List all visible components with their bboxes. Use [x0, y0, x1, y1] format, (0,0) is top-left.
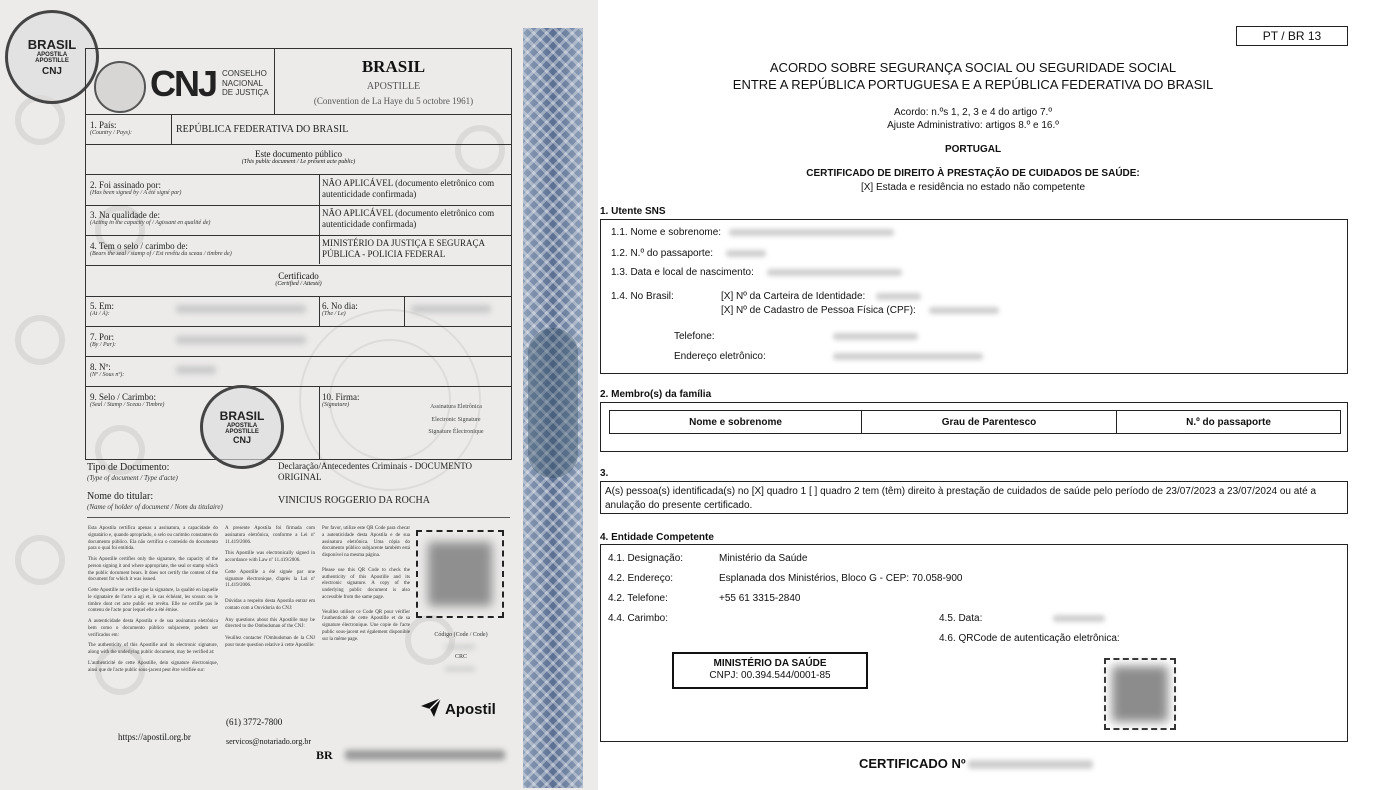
cnj-stamp-logo: CNJ	[232, 435, 251, 445]
identidade-label: [X] Nº da Carteira de Identidade:	[721, 291, 866, 302]
cnj-stamp-logo: CNJ	[41, 66, 62, 77]
apostille-site-link[interactable]: https://apostil.org.br	[118, 732, 191, 742]
telefone-value-redacted	[833, 333, 918, 340]
selo-value: MINISTÉRIO DA JUSTIÇA E SEGURAÇA PÚBLICA - POLICIA FEDERAL	[322, 238, 485, 259]
section-2-title: 2. Membro(s) da família	[600, 389, 712, 400]
nome-value-redacted	[729, 229, 894, 236]
em-value-redacted	[176, 305, 306, 313]
n-value-redacted	[176, 366, 216, 374]
apostille-phone: (61) 3772-7800	[226, 717, 283, 727]
ministerio-stamp: MINISTÉRIO DA SAÚDE CNPJ: 00.394.544/0001-85	[672, 652, 868, 689]
selo-label: 4. Tem o selo / carimbo de: (Bears the seal / stamp of / Est revêtu du sceau / timbre de)	[90, 241, 232, 258]
por-value-redacted	[176, 336, 306, 344]
assinado-label: 2. Foi assinado por: (Has been signed by / A été signé par)	[90, 180, 182, 197]
firma-value: Assinatura Eletrônica Electronic Signature Signature Électronique	[428, 404, 484, 436]
entidade-telefone-value: +55 61 3315-2840	[719, 593, 801, 604]
cert-qr-frame[interactable]	[1104, 658, 1176, 730]
identidade-value-redacted	[876, 293, 921, 300]
n-label: 8. Nº: (Nº / Sous nº):	[90, 362, 125, 379]
certificate-subtitle: [X] Estada e residência no estado não competente	[860, 182, 1086, 193]
crc-value-redacted	[445, 667, 475, 671]
apostille-qr-code-icon	[428, 542, 492, 606]
endereco-label: 4.2. Endereço:	[608, 573, 674, 584]
apostille-stamp-middle: BRASIL APOSTILA APOSTILLE CNJ	[200, 385, 284, 469]
data-label: 4.5. Data:	[939, 613, 983, 624]
titular-label: Nome do titular: (Name of holder of document / Nom du titulaire)	[87, 491, 223, 511]
family-table	[609, 410, 1341, 434]
telefone-label: Telefone:	[674, 331, 715, 342]
agreement-title: ACORDO SOBRE SEGURANÇA SOCIAL OU SEGURIDADE SOCIAL ENTRE A REPÚBLICA PORTUGUESA E A REPÚBLICA FEDERATIVA DO BRASIL	[732, 60, 1214, 92]
cert-qr-code-icon	[1112, 666, 1168, 722]
family-col-grau: Grau de Parentesco	[862, 411, 1117, 434]
passaporte-label: 1.2. N.º do passaporte:	[611, 248, 714, 259]
doc-publico: Este documento público (This public document / Le présent acte public)	[241, 149, 356, 165]
brasil-label: 1.4. No Brasil:	[611, 291, 674, 302]
health-certificate	[598, 0, 1376, 790]
apostille-barcode-redacted	[345, 750, 505, 760]
tipo-label: Tipo de Documento: (Type of document / Type d'acte)	[87, 462, 178, 482]
cpf-label: [X] Nº de Cadastro de Pessoa Física (CPF):	[721, 305, 916, 316]
nascimento-value-redacted	[767, 269, 902, 276]
apostille-document	[0, 0, 598, 790]
data-value-redacted	[1053, 615, 1105, 622]
crc-label: CRC	[454, 654, 467, 660]
qr-label: 4.6. QRCode de autenticação eletrônica:	[939, 633, 1120, 644]
carimbo-label: 4.4. Carimbo:	[608, 613, 669, 624]
passaporte-value-redacted	[726, 250, 766, 257]
designacao-label: 4.1. Designação:	[608, 553, 684, 564]
country-heading: PORTUGAL	[944, 144, 1002, 155]
codigo-label: Código (Code / Code)	[434, 632, 488, 638]
firma-label: 10. Firma: (Signature)	[322, 392, 360, 409]
endereco-value: Esplanada dos Ministérios, Bloco G - CEP: 70.058-900	[719, 573, 963, 584]
titular-value: VINICIUS ROGGERIO DA ROCHA	[278, 495, 430, 506]
notes-column-1: Esta Apostila certifica apenas a assinatura, a capacidade do signatário e, quando apropriado, o selo ou carimbo constantes do documento público. Ela não certifica o conteúdo do documento para o qual foi emitida. This Apostille certifies only the signature, the capacity of the person signing it and where appropriate, the seal or stamp which the public document bears. It does not certify the content of the document for which it was issued. Cette Apostille ne certifie que la signature, la qualité en laquelle le signataire de l'acte a agi et, le cas échéant, les sceaux ou le timbre dont cet acte public est revêtu. Elle ne certifie pas le contenu de l'acte pour lequel elle a été émise. A autenticidade desta Apostila e de sua assinatura eletrônica bem como o documento público subjacente, podem ser verificados em: The authenticity of this Apostille and its electronic signature, along with the underlying public document, may be verified at: L'authenticité de cette Apostille, dein signature électronique, ainsi que de l'acte public sous-jacent peut être vérifiée sur:	[88, 526, 218, 673]
cnj-logo: CNJ	[150, 63, 217, 104]
qualidade-value: NÃO APLICÁVEL (documento eletrônico com autenticidade confirmada)	[322, 208, 495, 229]
nascimento-label: 1.3. Data e local de nascimento:	[611, 267, 754, 278]
apostille-word: APOSTILLE	[366, 81, 421, 92]
apostille-ribbon	[523, 28, 583, 788]
section-4-title: 4. Entidade Competente	[600, 532, 714, 543]
em-label: 5. Em: (At / À):	[90, 301, 114, 318]
notes-column-2: A presente Apostila foi firmada com assinatura eletrônica, conforme a Lei nº 11.419/2006. This Apostille was electronically signed in accordance with Law nº 11.419/2006. Cette Apostille a été signée par une signature électronique, d'après la Loi nº 11.419/2006. Dúvidas a respeito desta Apostila entrar em contato com a Ouvidoria do CNJ: Any questions about this Apostille may be directed to the Ombudsman of the CNJ: Veuillez contacter l'Ombudsman de la CNJ pour toute question relative à cette Apostille:	[225, 526, 315, 648]
apostille-form	[85, 48, 512, 460]
apostille-convention: (Convention de La Haye du 5 octobre 1961)	[313, 96, 474, 106]
certificado-numero-label: CERTIFICADO Nº	[859, 756, 966, 771]
codigo-value-redacted	[445, 645, 475, 649]
entidade-telefone-label: 4.2. Telefone:	[608, 593, 668, 604]
email-label: Endereço eletrônico:	[674, 351, 766, 362]
apostille-br: BR	[316, 748, 333, 762]
section-4-box	[600, 544, 1348, 742]
section-1-box	[600, 219, 1348, 374]
nome-label: 1.1. Nome e sobrenome:	[611, 227, 722, 238]
tipo-value: Declaração/Antecedentes Criminais - DOCUMENTO ORIGINAL	[278, 461, 473, 482]
apostille-stamp-top: BRASIL APOSTILA APOSTILLE CNJ	[5, 10, 99, 104]
apostille-email-link[interactable]: servicos@notariado.org.br	[226, 737, 311, 746]
qualidade-label: 3. Na qualidade de: (Acting in the capacity of / Agissant en qualité de)	[90, 210, 211, 227]
apostille-qr-frame[interactable]	[416, 530, 504, 618]
form-code: PT / BR 13	[1236, 26, 1348, 46]
dia-label: 6. No dia: (The / Le)	[322, 301, 358, 318]
email-value-redacted	[833, 353, 983, 360]
cpf-value-redacted	[929, 307, 999, 314]
section-3-title: 3.	[600, 468, 609, 479]
section-3-text: A(s) pessoa(s) identificada(s) no [X] quadro 1 [ ] quadro 2 tem (têm) direito à prestação de cuidados de saúde pelo período de 23/07/2023 a 23/07/2024 ou até a anulação do presente certificado.	[600, 481, 1348, 514]
apostil-plane-icon	[420, 696, 442, 718]
notes-column-3: Por favor, utilize este QR Code para checar a autenticidade desta Apostila e de sua assinatura eletrônica. Uma cópia do documento público subjacente também está disponível na mesma página. Please use this QR Code to check the authenticity of this Apostille and its electronic signature. A copy of the underlying public document is also accessible from the same page. Veuillez utiliser ce Code QR pour vérifier l'authenticité de cette Apostille et de sa signature électronique. Une copie de l'acte public sous-jacent est également disponible sur la même page.	[322, 526, 410, 642]
certificado-numero-redacted	[968, 760, 1093, 769]
section-1-title: 1. Utente SNS	[600, 206, 666, 217]
apostille-country-header: BRASIL	[361, 57, 426, 76]
brasil-coat-of-arms-icon	[94, 61, 146, 113]
por-label: 7. Por: (By / Par):	[90, 332, 116, 349]
designacao-value: Ministério da Saúde	[719, 553, 808, 564]
pais-value: REPÚBLICA FEDERATIVA DO BRASIL	[176, 124, 349, 135]
carimbo-label: 9. Selo / Carimbo: (Seal / Stamp / Sceau / Timbre)	[90, 392, 165, 409]
cnj-name: CONSELHO NACIONAL DE JUSTIÇA	[222, 69, 269, 98]
assinado-value: NÃO APLICÁVEL (documento eletrônico com autenticidade confirmada)	[322, 178, 495, 199]
pais-label: 1. País: (Country / Pays):	[90, 120, 132, 137]
agreement-articles: Acordo: n.ºs 1, 2, 3 e 4 do artigo 7.º Ajuste Administrativo: artigos 8.º e 16.º	[887, 107, 1059, 131]
dia-value-redacted	[411, 305, 491, 313]
certificado-heading: Certificado (Certified / Attesté)	[275, 271, 322, 287]
apostil-brand: Apostil	[445, 701, 496, 718]
certificate-title: CERTIFICADO DE DIREITO À PRESTAÇÃO DE CUIDADOS DE SAÚDE:	[806, 168, 1140, 179]
family-col-passaporte: N.º do passaporte	[1117, 411, 1341, 434]
family-col-nome: Nome e sobrenome	[610, 411, 862, 434]
section-2-box	[600, 402, 1348, 452]
